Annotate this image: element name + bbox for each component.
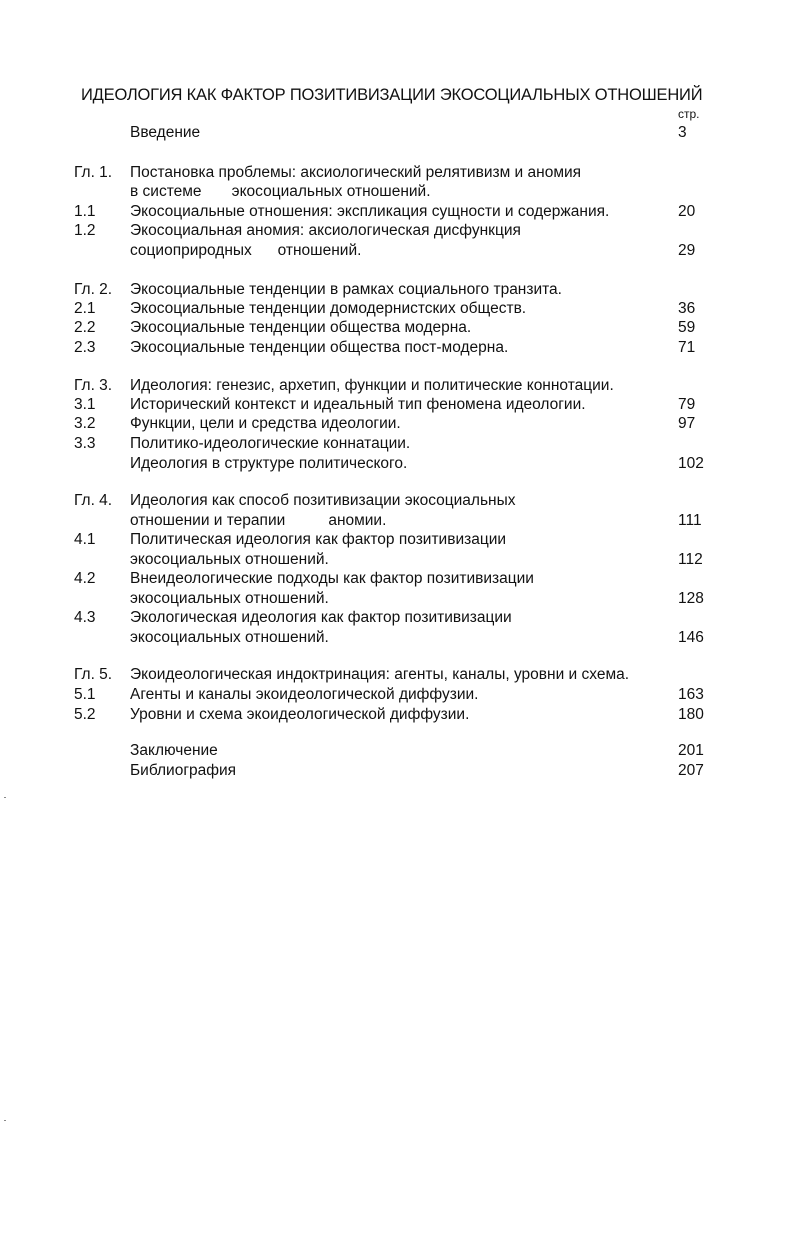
toc-entry	[0, 202, 797, 222]
toc-entry	[0, 628, 797, 648]
toc-entry	[0, 491, 797, 511]
toc-entry	[0, 318, 797, 338]
toc-entry-page: 29	[678, 242, 696, 259]
toc-entry-title: экосоциальных отношений.	[130, 590, 329, 607]
toc-entry	[0, 741, 797, 761]
toc-entry	[0, 376, 797, 396]
toc-entry	[0, 685, 797, 705]
toc-entry-title: в системе экосоциальных отношений.	[130, 183, 431, 200]
toc-entry-number: Гл. 1.	[74, 164, 113, 181]
toc-entry-title: социоприродных отношений.	[130, 242, 362, 259]
toc-entry	[0, 280, 797, 300]
toc-entry-title: Экосоциальные тенденции общества пост-модерна.	[130, 339, 509, 356]
toc-entry	[0, 241, 797, 261]
toc-entry	[0, 338, 797, 358]
toc-entry-title: экосоциальных отношений.	[130, 551, 329, 568]
toc-entry-title: Идеология как способ позитивизации экосоциальных	[130, 492, 516, 509]
toc-entry	[0, 608, 797, 628]
toc-entry-title: Экоидеологическая индоктринация: агенты, каналы, уровни и схема.	[130, 666, 630, 683]
toc-entry-number: 4.3	[74, 609, 96, 626]
toc-entry	[0, 414, 797, 434]
toc-entry-number: 3.2	[74, 415, 96, 432]
toc-entry-title: экосоциальных отношений.	[130, 629, 329, 646]
toc-entry	[0, 163, 797, 183]
toc-entry-title: Экосоциальные тенденции домодернистских обществ.	[130, 300, 527, 317]
toc-entry-title: Агенты и каналы экоидеологической диффузии.	[130, 686, 479, 703]
toc-entry-page: 102	[678, 455, 704, 472]
toc-entry-title: Введение	[130, 124, 201, 141]
toc-entry-number: 2.3	[74, 339, 96, 356]
toc-entry-number: 5.2	[74, 706, 96, 723]
toc-entry-number: 2.2	[74, 319, 96, 336]
toc-entry-page: 207	[678, 762, 704, 779]
toc-entry	[0, 589, 797, 609]
toc-entry-title: Постановка проблемы: аксиологический релятивизм и аномия	[130, 164, 582, 181]
toc-entry-title: Идеология: генезис, архетип, функции и политические коннотации.	[130, 377, 614, 394]
toc-entry-page: 146	[678, 629, 704, 646]
toc-entry-page: 20	[678, 203, 696, 220]
toc-entry-page: 79	[678, 396, 696, 413]
toc-entry-title: Экосоциальные тенденции общества модерна.	[130, 319, 472, 336]
toc-entry-page: 59	[678, 319, 696, 336]
toc-entry	[0, 550, 797, 570]
toc-entry	[0, 454, 797, 474]
toc-entry	[0, 569, 797, 589]
scan-speck	[4, 797, 6, 798]
toc-entry-number: 3.1	[74, 396, 96, 413]
toc-entry-number: 4.2	[74, 570, 96, 587]
toc-entry-page: 97	[678, 415, 696, 432]
toc-entry-page: 201	[678, 742, 704, 759]
toc-entry-title: Экосоциальные тенденции в рамках социального транзита.	[130, 281, 562, 298]
toc-entry-page: 112	[678, 551, 703, 568]
toc-entry-number: Гл. 5.	[74, 666, 113, 683]
toc-entry-title: Уровни и схема экоидеологической диффузии.	[130, 706, 470, 723]
toc-entry-page: 111	[678, 512, 702, 529]
toc-entry	[0, 395, 797, 415]
toc-entry-title: Политико-идеологические коннатации.	[130, 435, 411, 452]
toc-entry-title: Идеология в структуре политического.	[130, 455, 408, 472]
toc-entry-number: Гл. 3.	[74, 377, 113, 394]
toc-entry	[0, 511, 797, 531]
toc-entry-number: 1.1	[74, 203, 96, 220]
toc-entry-number: Гл. 2.	[74, 281, 113, 298]
toc-entry	[0, 530, 797, 550]
toc-entry-page: 163	[678, 686, 704, 703]
toc-entry-title: Экосоциальная аномия: аксиологическая дисфункция	[130, 222, 521, 239]
toc-entry-number: 5.1	[74, 686, 96, 703]
toc-entry-title: отношении и терапии аномии.	[130, 512, 387, 529]
toc-entry-number: 2.1	[74, 300, 96, 317]
document-title: ИДЕОЛОГИЯ КАК ФАКТОР ПОЗИТИВИЗАЦИИ ЭКОСОЦИАЛЬНЫХ ОТНОШЕНИЙ	[81, 86, 703, 104]
page-column-label: стр.	[678, 107, 700, 121]
toc-entry-title: Библиография	[130, 762, 237, 779]
toc-entry	[0, 299, 797, 319]
toc-entry-page: 36	[678, 300, 696, 317]
toc-entry-title: Функции, цели и средства идеологии.	[130, 415, 401, 432]
toc-entry-title: Заключение	[130, 742, 218, 759]
toc-entry-title: Внеидеологические подходы как фактор позитивизации	[130, 570, 534, 587]
toc-entry-page: 3	[678, 124, 687, 141]
scan-speck	[4, 1120, 6, 1121]
toc-entry-title: Политическая идеология как фактор позитивизации	[130, 531, 507, 548]
toc-entry-number: 3.3	[74, 435, 96, 452]
toc-entry	[0, 761, 797, 781]
toc-entry-title: Исторический контекст и идеальный тип феномена идеологии.	[130, 396, 586, 413]
toc-entry-number: Гл. 4.	[74, 492, 113, 509]
toc-entry-page: 128	[678, 590, 704, 607]
toc-entry	[0, 182, 797, 202]
toc-entry-page: 71	[678, 339, 696, 356]
toc-entry-number: 4.1	[74, 531, 96, 548]
toc-entry	[0, 665, 797, 685]
toc-entry-number: 1.2	[74, 222, 96, 239]
toc-entry-page: 180	[678, 706, 704, 723]
toc-entry	[0, 221, 797, 241]
toc-entry	[0, 705, 797, 725]
toc-entry	[0, 434, 797, 454]
toc-entry-title: Экосоциальные отношения: экспликация сущности и содержания.	[130, 203, 610, 220]
toc-entry	[0, 123, 797, 143]
toc-entry-title: Экологическая идеология как фактор позитивизации	[130, 609, 512, 626]
